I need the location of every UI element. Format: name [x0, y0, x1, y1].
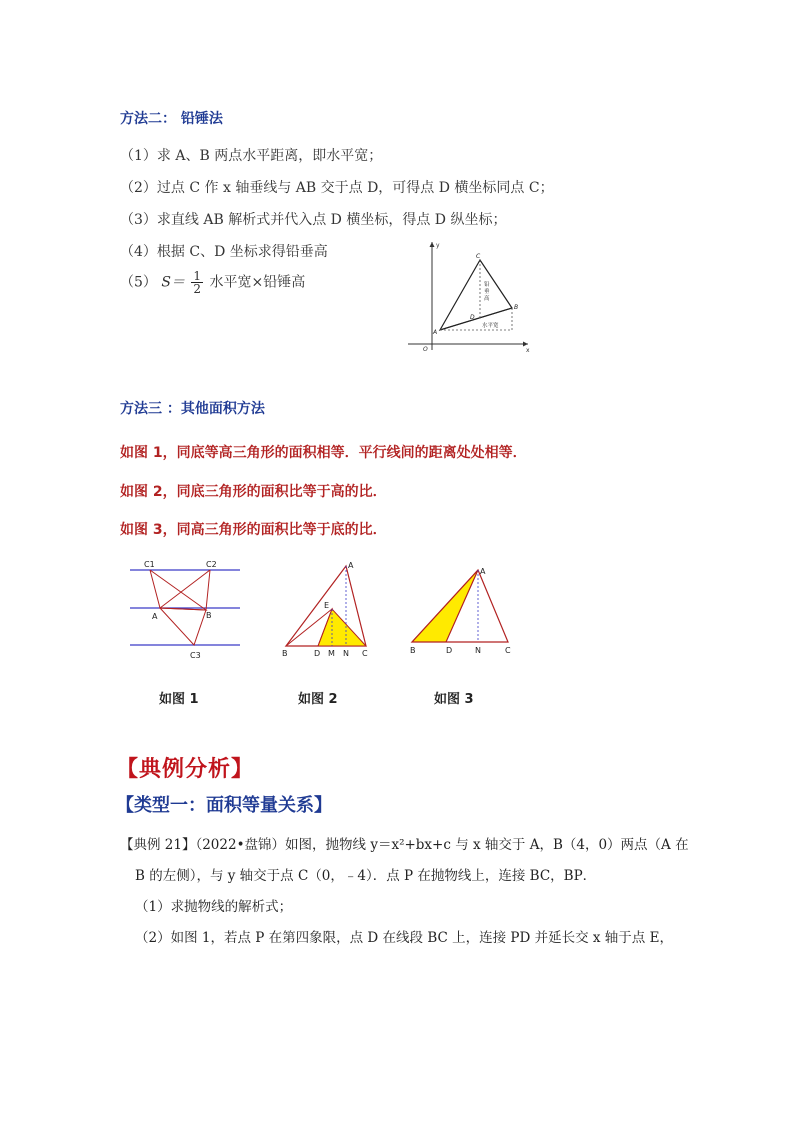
point-d-label: D [314, 649, 321, 658]
point-c-label: C [505, 646, 511, 655]
method2-title: 方法二： 铅锤法 [120, 111, 223, 127]
section-title: 【典例分析】 [116, 756, 255, 782]
method2-step-2: （2）过点 C 作 x 轴垂线与 AB 交于点 D，可得点 D 横坐标同点 C； [120, 180, 554, 196]
step5-prefix: （5） [120, 274, 157, 291]
example-line-2: B 的左侧），与 y 轴交于点 C（0，﹣4）．点 P 在抛物线上，连接 BC，BP． [135, 868, 597, 884]
type-title: 【类型一：面积等量关系】 [116, 795, 332, 816]
example-line-1: 【典例 21】（2022•盘锦）如图，抛物线 y＝x²+bx+c 与 x 轴交于 A，B（4，0）两点（A 在 [120, 837, 689, 853]
example-line-3: （1）求抛物线的解析式； [135, 899, 293, 915]
method3-line-1: 如图 1，同底等高三角形的面积相等．平行线间的距离处处相等． [120, 445, 527, 461]
plumb-method-diagram [400, 238, 540, 356]
point-b-label: B [282, 649, 288, 658]
x-axis-arrow-icon [523, 342, 528, 347]
point-e-label: E [324, 601, 330, 610]
point-c1-label: C1 [144, 560, 155, 569]
method2-step-3: （3）求直线 AB 解析式并代入点 D 横坐标，得点 D 纵坐标； [120, 212, 507, 228]
figure-2-caption: 如图 2 [298, 692, 338, 707]
point-n-label: N [343, 649, 349, 658]
fraction-denominator: 2 [193, 282, 202, 296]
method2-step-4: （4）根据 C、D 坐标求得铅垂高 [120, 244, 328, 260]
one-half-fraction [191, 270, 203, 295]
y-axis-arrow-icon [430, 242, 435, 247]
step5-formula-left: S＝ [161, 274, 185, 291]
step5-formula-right: 水平宽×铅锤高 [209, 274, 306, 291]
fraction-numerator: 1 [193, 269, 202, 283]
y-axis-label: y [436, 242, 440, 249]
figure-3-diagram [406, 560, 521, 660]
point-c2-label: C2 [206, 560, 217, 569]
figure-2-diagram [278, 558, 378, 663]
figure-1-caption: 如图 1 [159, 692, 199, 707]
point-a-label: A [480, 567, 486, 576]
point-d-label: D [446, 646, 453, 655]
horizontal-width-label: 水平宽 [482, 323, 499, 329]
method2-step-1: （1）求 A、B 两点水平距离，即水平宽； [120, 148, 383, 164]
point-a-label: A [433, 329, 438, 336]
method3-title: 方法三 ：其他面积方法 [120, 401, 265, 417]
point-b-label: B [206, 611, 212, 620]
plumb-height-label: 铅垂高 [484, 282, 490, 302]
point-a-label: A [152, 612, 158, 621]
point-m-label: M [328, 649, 335, 658]
figure-1-diagram [128, 558, 243, 663]
figure-3-caption: 如图 3 [434, 692, 474, 707]
point-c-label: C [362, 649, 368, 658]
point-c3-label: C3 [190, 651, 201, 660]
point-b-label: B [514, 304, 519, 311]
point-b-label: B [410, 646, 416, 655]
method3-line-2: 如图 2，同底三角形的面积比等于高的比． [120, 484, 387, 500]
point-c-label: C [476, 253, 481, 260]
method2-step-5 [120, 270, 305, 295]
point-a-label: A [348, 561, 354, 570]
method3-line-3: 如图 3，同高三角形的面积比等于底的比． [120, 522, 387, 538]
point-d-label: D [470, 314, 475, 321]
example-line-4: （2）如图 1，若点 P 在第四象限，点 D 在线段 BC 上，连接 PD 并延长交 x 轴于点 E， [135, 930, 673, 946]
point-n-label: N [475, 646, 481, 655]
x-axis-label: x [526, 347, 530, 354]
origin-label: O [423, 346, 428, 353]
